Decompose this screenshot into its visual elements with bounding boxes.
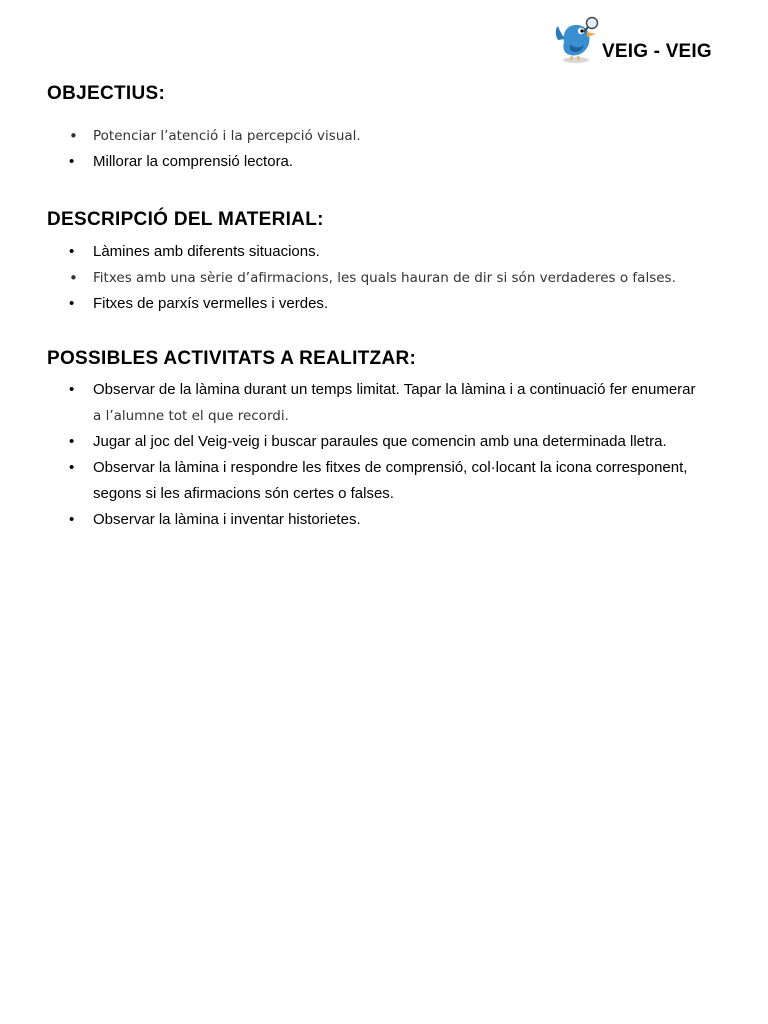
list-item-text: Observar de la làmina durant un temps limitat. Tapar la làmina i a continuació fer enumerar (93, 381, 696, 398)
list-item-text: Jugar al joc del Veig-veig i buscar paraules que comencin amb una determinada lletra. (93, 433, 667, 450)
list-item (0, 455, 723, 481)
list-item (0, 123, 723, 149)
section-title-descripcio: DESCRIPCIÓ DEL MATERIAL: (47, 209, 324, 230)
bullet-icon: • (69, 243, 75, 260)
bullet-icon: • (69, 511, 75, 528)
objectius-list (0, 123, 723, 175)
brand-title: VEIG - VEIG (602, 41, 712, 62)
bullet-icon: • (69, 381, 75, 398)
section-title-objectius: OBJECTIUS: (47, 83, 166, 104)
list-item-continuation (0, 403, 723, 429)
bullet-icon: • (69, 269, 78, 287)
list-item-text: a l’alumne tot el que recordi. (93, 408, 289, 424)
bullet-icon: • (69, 459, 75, 476)
bird-with-magnifier-icon (554, 14, 602, 64)
section-title-activitats: POSSIBLES ACTIVITATS A REALITZAR: (47, 348, 417, 369)
list-item (0, 377, 723, 403)
bullet-icon: • (69, 153, 75, 170)
brand-header (552, 14, 742, 66)
list-item (0, 507, 723, 533)
list-item-text: segons si les afirmacions són certes o falses. (93, 485, 394, 502)
list-item (0, 291, 723, 317)
bullet-icon: • (69, 433, 75, 450)
list-item (0, 429, 723, 455)
list-item-text: Làmines amb diferents situacions. (93, 243, 320, 260)
list-item (0, 149, 723, 175)
bullet-icon: • (69, 295, 75, 312)
descripcio-list (0, 239, 723, 317)
list-item-continuation (0, 481, 723, 507)
list-item-text: Observar la làmina i respondre les fitxes de comprensió, col·locant la icona corresponent, (93, 459, 688, 476)
list-item-text: Fitxes de parxís vermelles i verdes. (93, 295, 329, 312)
list-item (0, 265, 723, 291)
list-item-text: Potenciar l’atenció i la percepció visual. (93, 128, 361, 144)
list-item-text: Observar la làmina i inventar historietes. (93, 511, 361, 528)
list-item-text: Fitxes amb una sèrie d’afirmacions, les quals hauran de dir si són verdaderes o falses. (93, 270, 676, 286)
bullet-icon: • (69, 127, 78, 145)
activitats-list (0, 377, 723, 533)
list-item (0, 239, 723, 265)
list-item-text: Millorar la comprensió lectora. (93, 153, 294, 170)
